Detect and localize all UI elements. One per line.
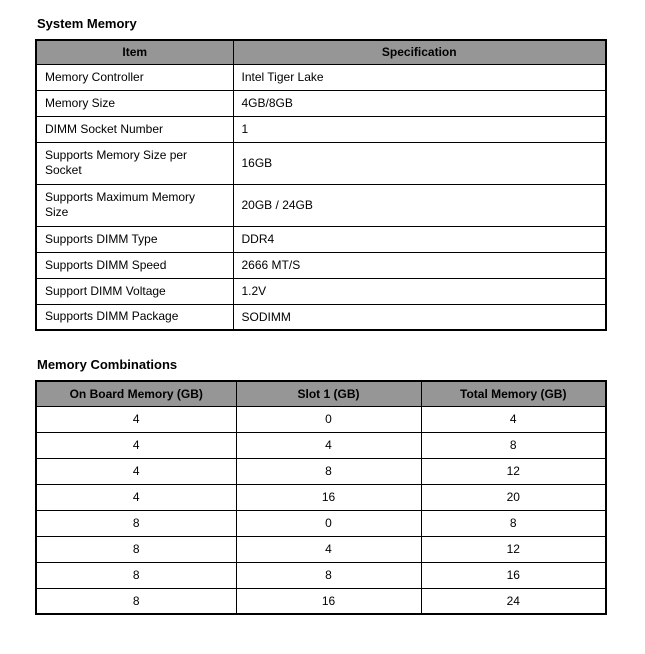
spec-item-cell <box>36 90 233 116</box>
memory-combinations-table <box>35 380 607 615</box>
spec-item-label: Supports Maximum Memory Size <box>45 190 196 219</box>
total-memory-cell: 12 <box>421 536 606 562</box>
table-row <box>36 406 606 432</box>
onboard-memory-cell: 4 <box>36 432 236 458</box>
spec-item-label: Supports DIMM Type <box>45 231 158 246</box>
spec-item-cell <box>36 252 233 278</box>
column-header-specification: Specification <box>233 40 606 64</box>
spec-item-cell <box>36 226 233 252</box>
spec-item-label: Memory Controller <box>45 69 144 84</box>
spec-item-label: Supports DIMM Speed <box>45 257 167 272</box>
spec-value-cell: 20GB / 24GB <box>233 184 606 226</box>
total-memory-cell: 8 <box>421 510 606 536</box>
spec-item-cell <box>36 278 233 304</box>
spec-item-cell <box>36 116 233 142</box>
slot1-cell: 0 <box>236 510 421 536</box>
spec-value-cell: SODIMM <box>233 304 606 330</box>
table-row <box>36 432 606 458</box>
spec-item-label: Supports DIMM Package <box>45 309 179 324</box>
onboard-memory-cell: 4 <box>36 484 236 510</box>
total-memory-cell: 4 <box>421 406 606 432</box>
spec-value-cell: DDR4 <box>233 226 606 252</box>
table-row <box>36 90 606 116</box>
spec-value-cell: 1.2V <box>233 278 606 304</box>
spec-value-cell: Intel Tiger Lake <box>233 64 606 90</box>
table-row <box>36 304 606 330</box>
spec-item-cell <box>36 64 233 90</box>
table-row <box>36 184 606 226</box>
column-header-item: Item <box>36 40 233 64</box>
slot1-cell: 8 <box>236 562 421 588</box>
onboard-memory-cell: 8 <box>36 510 236 536</box>
table-row <box>36 64 606 90</box>
table-row <box>36 536 606 562</box>
table-row <box>36 252 606 278</box>
spec-item-label: DIMM Socket Number <box>45 121 164 136</box>
total-memory-cell: 8 <box>421 432 606 458</box>
slot1-cell: 16 <box>236 484 421 510</box>
total-memory-cell: 20 <box>421 484 606 510</box>
column-header-onboard-memory: On Board Memory (GB) <box>36 381 236 406</box>
table-row <box>36 142 606 184</box>
spec-item-cell <box>36 142 233 184</box>
table-row <box>36 116 606 142</box>
column-header-slot1: Slot 1 (GB) <box>236 381 421 406</box>
onboard-memory-cell: 8 <box>36 536 236 562</box>
slot1-cell: 16 <box>236 588 421 614</box>
table-row <box>36 562 606 588</box>
system-memory-title: System Memory <box>37 16 137 31</box>
table-header-row <box>36 40 606 64</box>
slot1-cell: 4 <box>236 536 421 562</box>
onboard-memory-cell: 8 <box>36 562 236 588</box>
spec-item-cell <box>36 304 233 330</box>
slot1-cell: 4 <box>236 432 421 458</box>
slot1-cell: 0 <box>236 406 421 432</box>
table-row <box>36 510 606 536</box>
spec-item-label: Support DIMM Voltage <box>45 283 166 298</box>
system-memory-table <box>35 39 607 331</box>
spec-value-cell: 4GB/8GB <box>233 90 606 116</box>
table-row <box>36 226 606 252</box>
total-memory-cell: 16 <box>421 562 606 588</box>
spec-item-label: Supports Memory Size per Socket <box>45 148 188 177</box>
spec-value-cell: 2666 MT/S <box>233 252 606 278</box>
table-row <box>36 278 606 304</box>
total-memory-cell: 12 <box>421 458 606 484</box>
slot1-cell: 8 <box>236 458 421 484</box>
spec-item-cell <box>36 184 233 226</box>
table-row <box>36 588 606 614</box>
onboard-memory-cell: 8 <box>36 588 236 614</box>
table-header-row <box>36 381 606 406</box>
spec-item-label: Memory Size <box>45 95 116 110</box>
onboard-memory-cell: 4 <box>36 406 236 432</box>
onboard-memory-cell: 4 <box>36 458 236 484</box>
table-row <box>36 484 606 510</box>
memory-combinations-title: Memory Combinations <box>37 357 178 372</box>
column-header-total-memory: Total Memory (GB) <box>421 381 606 406</box>
table-row <box>36 458 606 484</box>
spec-value-cell: 1 <box>233 116 606 142</box>
total-memory-cell: 24 <box>421 588 606 614</box>
spec-value-cell: 16GB <box>233 142 606 184</box>
